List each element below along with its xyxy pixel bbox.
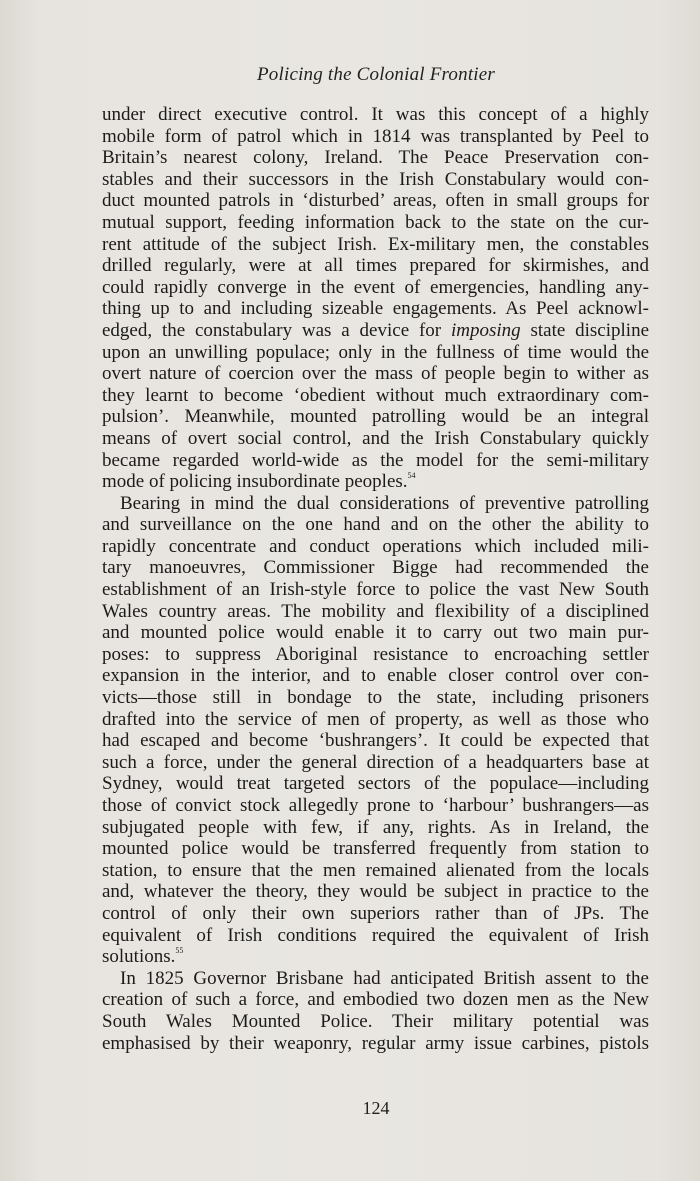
text-line-content: thing up to and including sizeable engagements. As Peel acknowl- (102, 298, 649, 320)
text-line (102, 493, 649, 515)
text-line (102, 298, 649, 320)
text-line (102, 190, 649, 212)
text-line (102, 234, 649, 256)
text-line-content: creation of such a force, and embodied two dozen men as the New (102, 989, 649, 1011)
text-line (102, 363, 649, 385)
text-line-content: mode of policing insubordinate peoples. (102, 471, 408, 493)
text-line-content: poses: to suppress Aboriginal resistance to encroaching settler (102, 643, 649, 665)
text-line-content: upon an unwilling populace; only in the fullness of time would the (102, 341, 649, 363)
text-line (102, 255, 649, 277)
text-line (102, 881, 649, 903)
text-line-content: under direct executive control. It was this concept of a highly (102, 104, 649, 125)
text-line (102, 277, 649, 299)
text-line (102, 622, 649, 644)
text-line-content: South Wales Mounted Police. Their military potential was (102, 1010, 649, 1032)
text-line (102, 989, 649, 1011)
text-line (102, 342, 649, 364)
body-text (102, 104, 649, 1054)
text-line (102, 212, 649, 234)
text-line (102, 1011, 649, 1033)
text-line-content: equivalent of Irish conditions required the equivalent of Irish (102, 924, 649, 946)
text-line (102, 968, 649, 990)
text-line-content: tary manoeuvres, Commissioner Bigge had recommended the (102, 557, 649, 579)
text-line-content: drafted into the service of men of property, as well as those who (102, 708, 649, 730)
running-head: Policing the Colonial Frontier (256, 64, 496, 85)
text-line (102, 644, 649, 666)
text-line (102, 169, 649, 191)
text-line-content: edged, the constabulary was a device for (102, 319, 451, 341)
text-line-content: means of overt social control, and the Irish Constabulary quickly (102, 427, 649, 449)
text-line (102, 838, 649, 860)
text-line-content: overt nature of coercion over the mass of people begin to wither as (102, 363, 649, 385)
text-line-content: stables and their successors in the Irish Constabulary would con- (102, 168, 649, 190)
text-line-content: mobile form of patrol which in 1814 was transplanted by Peel to (102, 125, 649, 147)
text-line-content: Britain’s nearest colony, Ireland. The Peace Preservation con- (102, 147, 649, 169)
text-line-content: pulsion’. Meanwhile, mounted patrolling would be an integral (102, 406, 649, 428)
text-line (102, 147, 649, 169)
text-line (102, 665, 649, 687)
text-line-content: Wales country areas. The mobility and flexibility of a disciplined (102, 600, 649, 622)
text-line-content: became regarded world-wide as the model for the semi-military (102, 449, 649, 471)
text-line (102, 557, 649, 579)
text-line (102, 601, 649, 623)
text-line (102, 752, 649, 774)
text-line-content: solutions. (102, 946, 176, 968)
text-line (102, 579, 649, 601)
text-line (102, 730, 649, 752)
text-line-content: they learnt to become ‘obedient without much extraordinary com- (102, 384, 649, 406)
text-line (102, 406, 649, 428)
text-line (102, 320, 649, 342)
text-line-content: victs—those still in bondage to the state, including prisoners (102, 687, 649, 709)
text-line-content: station, to ensure that the men remained alienated from the locals (102, 859, 649, 881)
text-line (102, 773, 649, 795)
text-line (102, 709, 649, 731)
text-line-content: had escaped and become ‘bushrangers’. It could be expected that (102, 730, 649, 752)
text-line (102, 471, 649, 493)
text-line-content: control of only their own superiors rather than of JPs. The (102, 902, 649, 924)
text-line-content: In 1825 Governor Brisbane had anticipated British assent to the (120, 967, 649, 989)
text-line-content: could rapidly converge in the event of emergencies, handling any- (102, 276, 649, 298)
text-line-content: and mounted police would enable it to carry out two main pur- (102, 622, 649, 644)
text-line (102, 385, 649, 407)
text-line-content: mutual support, feeding information back to the state on the cur- (102, 211, 649, 233)
text-line-content: those of convict stock allegedly prone to ‘harbour’ bushrangers—as (102, 795, 649, 816)
text-line-content: establishment of an Irish-style force to police the vast New South (102, 579, 649, 601)
text-line-content: Sydney, would treat targeted sectors of the populace—including (102, 773, 649, 795)
text-line-content: subjugated people with few, if any, rights. As in Ireland, the (102, 816, 649, 838)
text-line-content: duct mounted patrols in ‘disturbed’ areas, often in small groups for (102, 190, 649, 212)
text-line (102, 817, 649, 839)
footnote-marker: 54 (407, 471, 416, 481)
text-line (102, 104, 649, 126)
text-line (102, 795, 649, 817)
text-line-content: such a force, under the general direction of a headquarters base at (102, 751, 649, 773)
text-line (102, 450, 649, 472)
text-line-content: and surveillance on the one hand and on the other the ability to (102, 514, 649, 536)
text-line-content: drilled regularly, were at all times prepared for skirmishes, and (102, 255, 649, 277)
footnote-marker: 55 (175, 946, 184, 956)
text-line (102, 1033, 649, 1055)
text-line (102, 903, 649, 925)
text-line (102, 126, 649, 148)
text-line (102, 860, 649, 882)
text-line-content: mounted police would be transferred frequently from station to (102, 838, 649, 860)
text-line-content: emphasised by their weaponry, regular army issue carbines, pistols (102, 1032, 649, 1054)
page-number: 124 (362, 1098, 390, 1118)
emphasis: imposing (450, 319, 521, 341)
text-line (102, 946, 649, 968)
text-line-content: rapidly concentrate and conduct operations which included mili- (102, 535, 649, 557)
text-line-content: expansion in the interior, and to enable closer control over con- (102, 665, 649, 687)
text-line-content: rent attitude of the subject Irish. Ex-military men, the constables (102, 233, 649, 255)
text-line (102, 536, 649, 558)
text-line (102, 687, 649, 709)
text-line (102, 428, 649, 450)
text-line (102, 514, 649, 536)
text-line-continuation: state discipline (520, 319, 649, 341)
text-line-content: and, whatever the theory, they would be subject in practice to the (102, 881, 649, 903)
text-line-content: Bearing in mind the dual considerations of preventive patrolling (120, 492, 649, 514)
text-line (102, 925, 649, 947)
